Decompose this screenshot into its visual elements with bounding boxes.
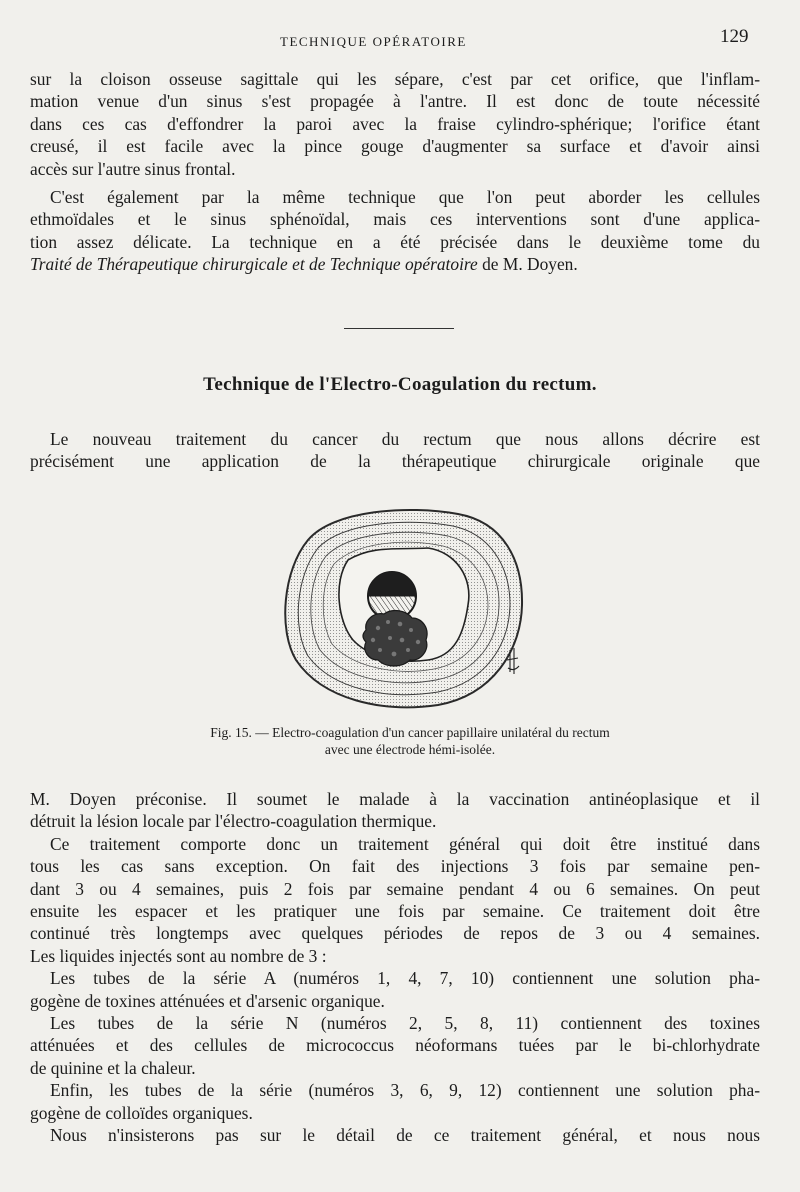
text-line: de quinine et la chaleur. — [30, 1057, 196, 1078]
text-line: C'est également par la même technique que l'on peut aborder les cellules — [50, 187, 760, 207]
text-line: continué très longtemps avec quelques périodes de repos de 3 ou 4 semaines. — [30, 923, 760, 944]
text-line: M. Doyen préconise. Il soumet le malade à la vaccination antinéoplasique et il — [30, 789, 760, 809]
text-line: tous les cas sans exception. On fait des injections 3 fois par semaine pen- — [30, 856, 760, 877]
text-line: atténuées et des cellules de micrococcus néoformans tuées par le bi-chlorhydrate — [30, 1035, 760, 1056]
text-line: creusé, il est facile avec la pince gouge d'augmenter sa surface et d'avoir ainsi — [30, 136, 760, 157]
citation-tail: de M. Doyen. — [477, 254, 578, 275]
running-head: TECHNIQUE OPÉRATOIRE — [280, 34, 467, 49]
book-title-citation: Traité de Thérapeutique chirurgicale et de Technique opératoire — [30, 254, 478, 275]
text-line: gogène de toxines atténuées et d'arsenic organique. — [30, 990, 385, 1011]
figure-caption — [140, 724, 680, 758]
text-line: ensuite les espacer et les pratiquer une fois par semaine. Ce traitement doit être — [30, 901, 760, 922]
caption-line: Fig. 15. — Electro-coagulation d'un cancer papillaire unilatéral du rectum — [210, 725, 610, 740]
text-line: Ce traitement comporte donc un traitement général qui doit être institué dans — [50, 833, 760, 854]
text-line: dans ces cas d'effondrer la paroi avec la fraise cylindro-sphérique; l'orifice étant — [30, 113, 760, 134]
text-line: Les tubes de la série A (numéros 1, 4, 7, 10) contiennent une solution pha- — [50, 968, 760, 989]
text-line: précisément une application de la thérapeutique chirurgicale originale que — [30, 451, 760, 472]
paragraph-sinus — [30, 68, 760, 180]
paragraph-ethmoid — [30, 186, 760, 276]
text-line: tion assez délicate. La technique en a été précisée dans le deuxième tome du — [30, 231, 760, 252]
text-line: Enfin, les tubes de la série (numéros 3, 6, 9, 12) contiennent une solution pha- — [50, 1080, 760, 1101]
caption-line: avec une électrode hémi-isolée. — [324, 742, 496, 757]
paragraph-intro — [30, 428, 760, 473]
rectum-cross-section-illustration — [278, 500, 528, 712]
text-line: gogène de colloïdes organiques. — [30, 1102, 253, 1123]
text-line: Les tubes de la série N (numéros 2, 5, 8, 11) contiennent des toxines — [50, 1013, 760, 1034]
text-line: accès sur l'autre sinus frontal. — [30, 158, 236, 179]
text-line: mation venue d'un sinus s'est propagée à l'antre. Il est donc de toute nécessité — [30, 91, 760, 112]
text-line: ethmoïdales et le sinus sphénoïdal, mais ces interventions sont d'une applica- — [30, 209, 760, 230]
text-line: Les liquides injectés sont au nombre de 3 : — [30, 945, 327, 966]
text-line: Le nouveau traitement du cancer du rectum que nous allons décrire est — [50, 429, 760, 449]
text-line: dant 3 ou 4 semaines, puis 2 fois par semaine pendant 4 ou 6 semaines. On peut — [30, 878, 760, 899]
page-number: 129 — [720, 26, 749, 47]
paragraph-treatment — [30, 788, 760, 1147]
section-divider — [344, 328, 454, 329]
text-line: Nous n'insisterons pas sur le détail de ce traitement général, et nous nous — [50, 1125, 760, 1146]
text-line: sur la cloison osseuse sagittale qui les sépare, c'est par cet orifice, que l'inflam- — [30, 69, 760, 89]
section-title: Technique de l'Electro-Coagulation du rectum. — [203, 374, 597, 395]
text-line: détruit la lésion locale par l'électro-coagulation thermique. — [30, 811, 437, 832]
text-line — [30, 253, 760, 275]
